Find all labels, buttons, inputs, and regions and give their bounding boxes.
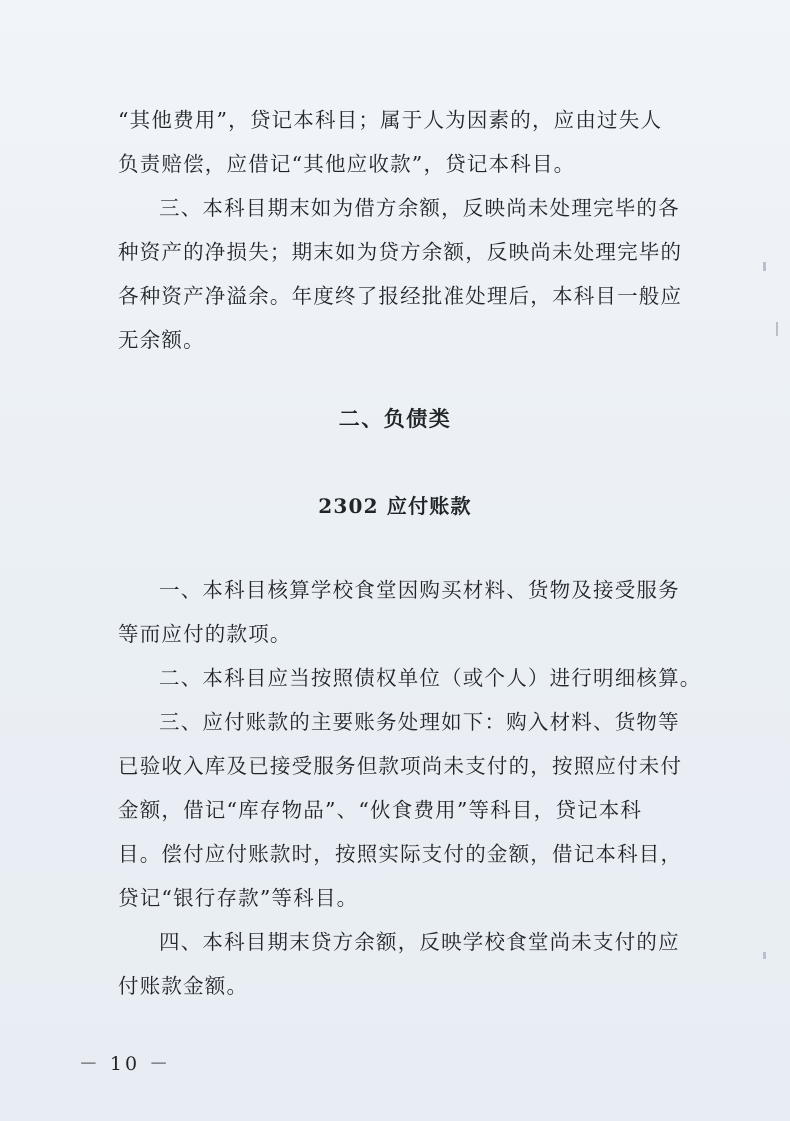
- text-line: 等而应付的款项。: [118, 622, 292, 646]
- text-line: 四、本科目期末贷方余额，反映学校食堂尚未支付的应: [159, 930, 680, 954]
- text-line: 无余额。: [118, 328, 205, 352]
- text-line: 目。偿付应付账款时，按照实际支付的金额，借记本科目，: [118, 842, 683, 866]
- text-line: 种资产的净损失；期末如为贷方余额，反映尚未处理完毕的: [118, 240, 683, 264]
- paragraph-item-four: [118, 920, 678, 1008]
- page-number: － 10 －: [78, 1053, 172, 1075]
- paragraph-item-three: [118, 700, 683, 920]
- scan-speck-decoration: [776, 322, 778, 336]
- text-line: 贷记“银行存款”等科目。: [118, 886, 359, 910]
- text-line: 三、本科目期末如为借方余额，反映尚未处理完毕的各: [159, 196, 680, 220]
- text-line: 已验收入库及已接受服务但款项尚未支付的，按照应付未付: [118, 754, 683, 778]
- paragraph-item-two: [118, 656, 702, 700]
- text-line: 一、本科目核算学校食堂因购买材料、货物及接受服务: [159, 578, 680, 602]
- section-title: 二、负债类: [338, 406, 452, 431]
- paragraph-item-one: [118, 568, 678, 656]
- text-line: 负责赔偿，应借记“其他应收款”，贷记本科目。: [118, 152, 576, 176]
- scan-speck-decoration: [763, 952, 766, 959]
- text-line: 各种资产净溢余。年度终了报经批准处理后，本科目一般应: [118, 284, 683, 308]
- paragraph-item-three-prev: [118, 186, 683, 362]
- scan-speck-decoration: [763, 262, 766, 271]
- text-line: 付账款金额。: [118, 974, 249, 998]
- text-line: 三、应付账款的主要账务处理如下：购入材料、货物等: [159, 710, 680, 734]
- text-line: 二、本科目应当按照债权单位（或个人）进行明细核算。: [159, 666, 702, 690]
- account-title: 2302 应付账款: [318, 494, 472, 518]
- text-line: 金额，借记“库存物品”、“伙食费用”等科目，贷记本科: [118, 798, 643, 822]
- text-line: “其他费用”，贷记本科目；属于人为因素的，应由过失人: [118, 108, 663, 132]
- continuation-paragraph: [118, 98, 678, 186]
